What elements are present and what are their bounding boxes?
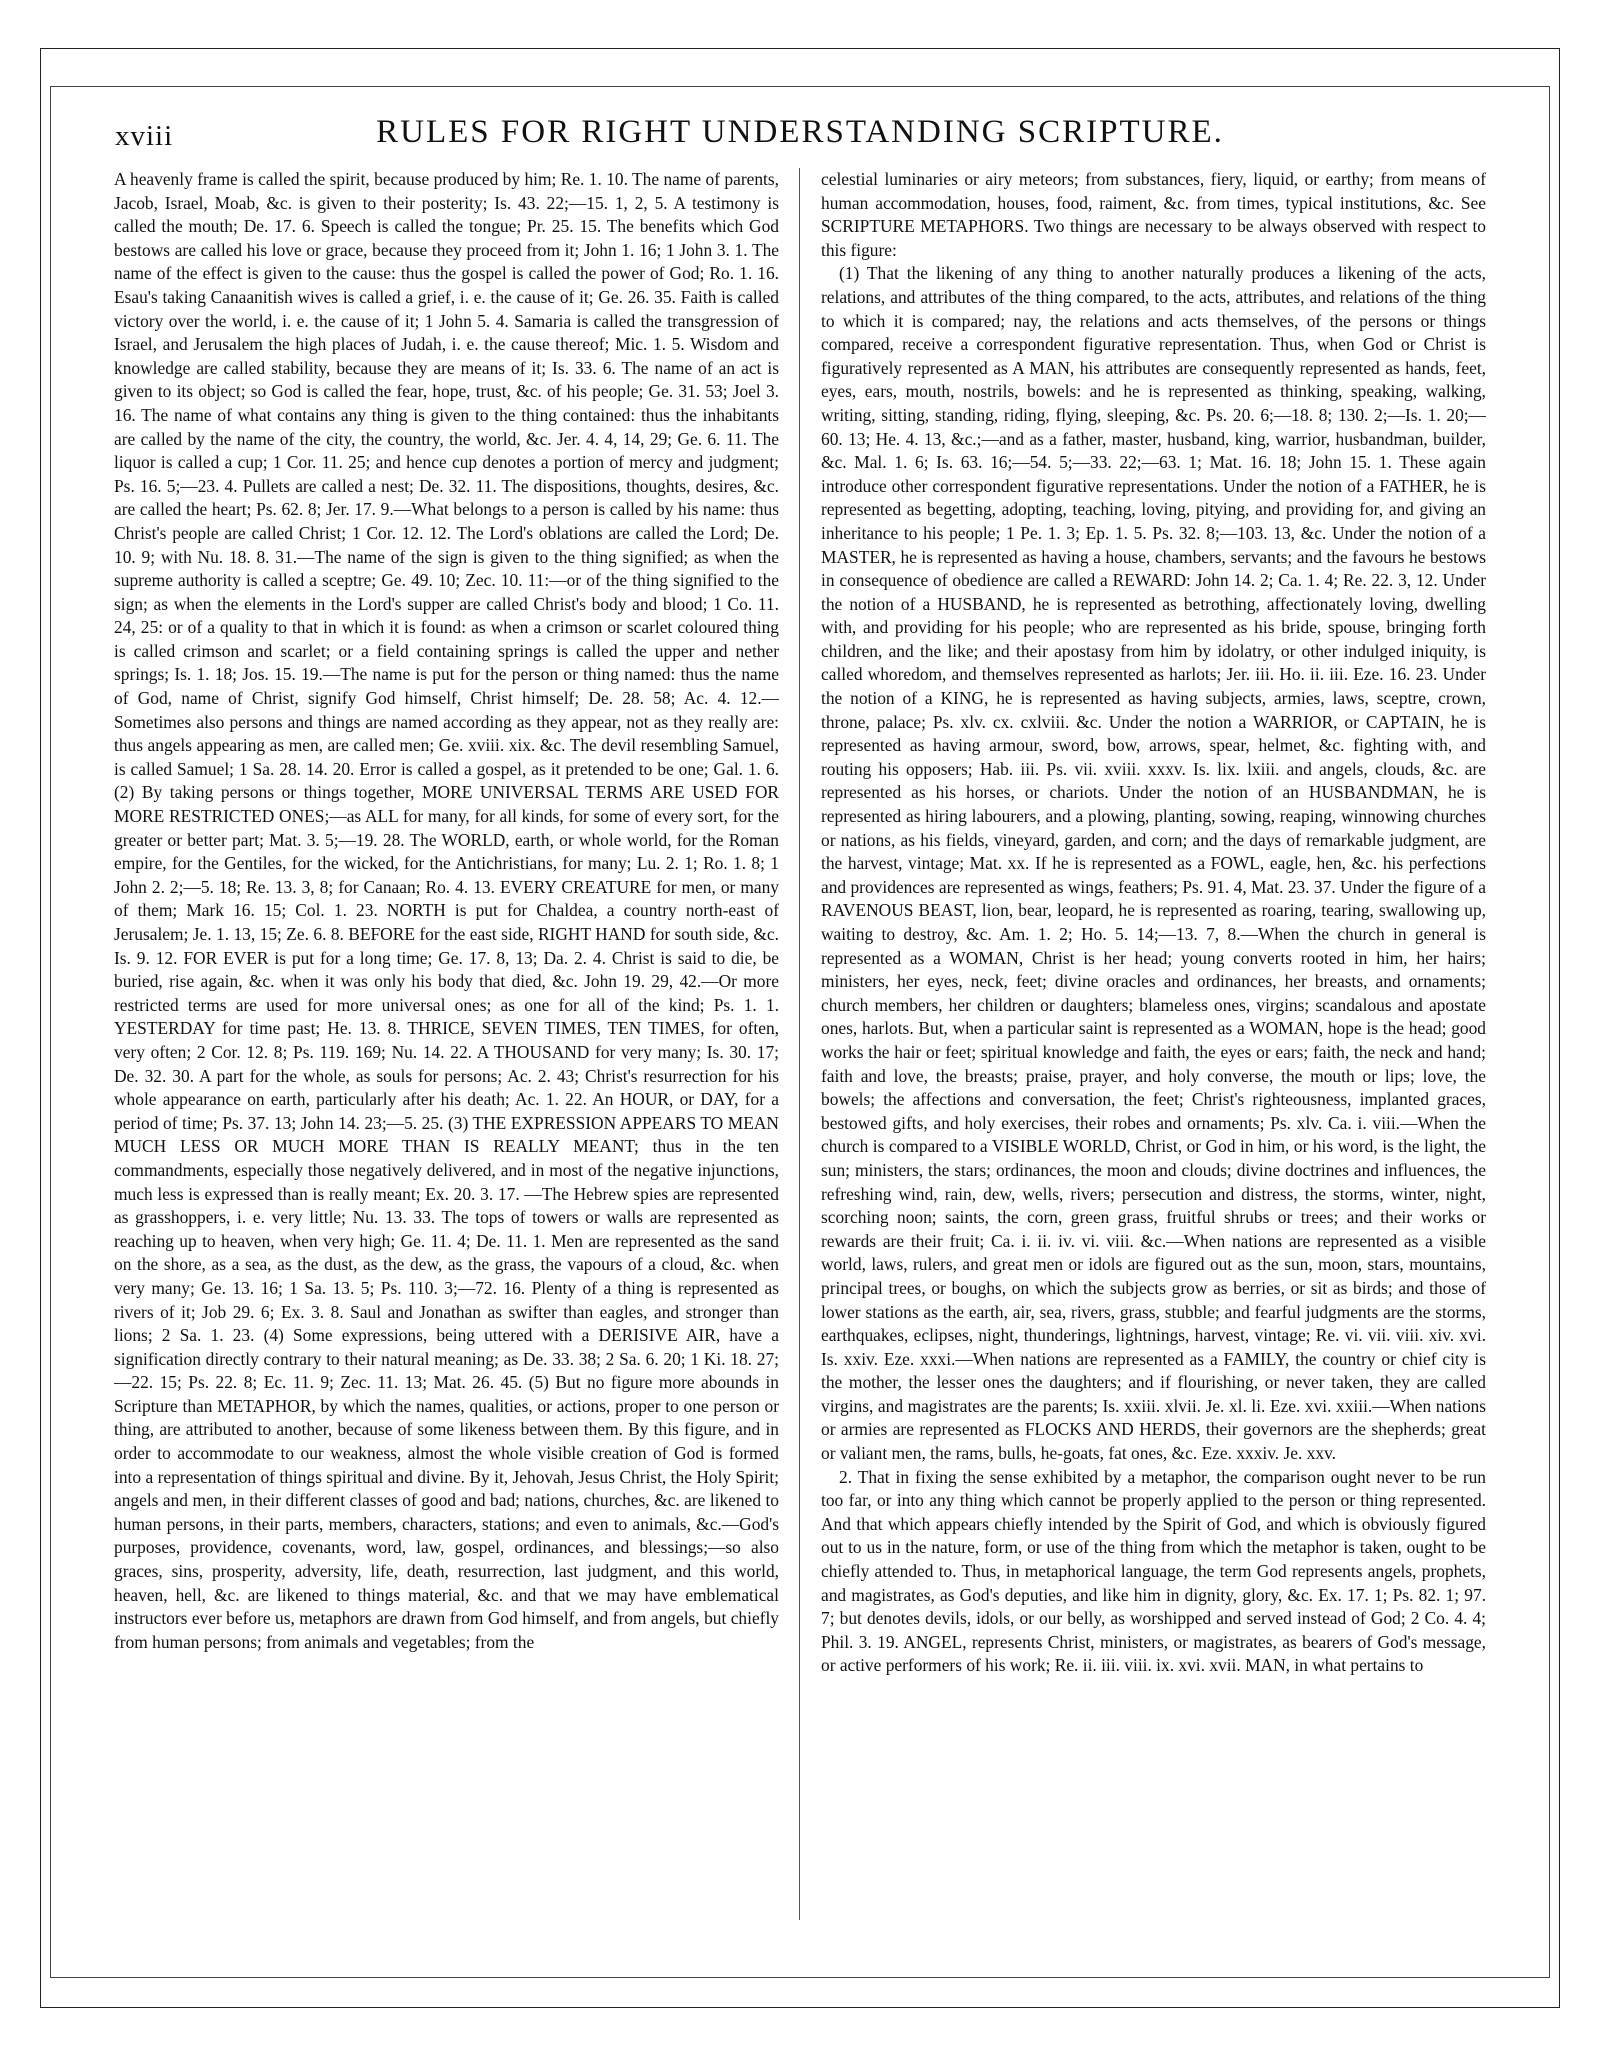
running-title: RULES FOR RIGHT UNDERSTANDING SCRIPTURE. xyxy=(376,114,1224,150)
paragraph: (1) That the likening of any thing to another naturally produces a likening of the acts, relations, and attributes of the thing compared, to the acts, attributes, and relations of the thing to which it is compared; nay, the relations and acts themselves, of the persons or things compared, receive a correspondent figurative representation. Thus, when God or Christ is figuratively represented as A MAN, his attributes are consequently represented as hands, feet, eyes, ears, mouth, nostrils, bowels: and he is represented as thinking, speaking, walking, writing, sitting, standing, riding, flying, sleeping, &c. Ps. 20. 6;—18. 8; 130. 2;—Is. 1. 20;—60. 13; He. 4. 13, &c.;—and as a father, master, husband, king, warrior, husbandman, builder, &c. Mal. 1. 6; Is. 63. 16;—54. 5;—33. 22;—63. 1; Mat. 16. 18; John 15. 1. These again introduce other correspondent figurative representations. Under the notion of a FATHER, he is represented as begetting, adopting, teaching, loving, pitying, and providing for, and giving an inheritance to his people; 1 Pe. 1. 3; Ep. 1. 5. Ps. 32. 8;—103. 13, &c. Under the notion of a MASTER, he is represented as having a house, chambers, servants; and the favours he bestows in consequence of obedience are called a REWARD: John 14. 2; Ca. 1. 4; Re. 22. 3, 12. Under the notion of a HUSBAND, he is represented as betrothing, affectionately loving, dwelling with, and providing for his people; who are represented as his bride, spouse, bringing forth children, and the like; and their apostasy from him by idolatry, or other indulged iniquity, is called whoredom, and themselves represented as harlots; Jer. iii. Ho. ii. iii. Eze. 16. 23. Under the notion of a KING, he is represented as having subjects, armies, laws, sceptre, crown, throne, palace; Ps. xlv. cx. cxlviii. &c. Under the notion a WARRIOR, or CAPTAIN, he is represented as having armour, sword, bow, arrows, spear, helmet, &c. fighting with, and routing his opposers; Hab. iii. Ps. vii. xviii. xxxv. Is. lix. lxiii. and angels, clouds, &c. are represented as his horses, or chariots. Under the notion of an HUSBANDMAN, he is represented as hiring labourers, and a plowing, planting, sowing, reaping, winnowing churches or nations, as his fields, vineyard, garden, and corn; and the days of remarkable judgment, are the harvest, vintage; Mat. xx. If he is represented as a FOWL, eagle, hen, &c. his perfections and providences are represented as wings, feathers; Ps. 91. 4, Mat. 23. 37. Under the figure of a RAVENOUS BEAST, lion, bear, leopard, he is represented as roaring, tearing, swallowing up, waiting to destroy, &c. Am. 1. 2; Ho. 5. 14;—13. 7, 8.—When the church in general is represented as a WOMAN, Christ is her head; young converts rooted in him, her hairs; ministers, her eyes, neck, feet; divine oracles and ordinances, her breasts, and ornaments; church members, her children or daughters; blameless ones, virgins; scandalous and apostate ones, harlots. But, when a particular saint is represented as a WOMAN, hope is the head; good works the hair or feet; spiritual knowledge and faith, the eyes or ears; faith, the neck and hand; faith and love, the breasts; praise, prayer, and holy converse, the mouth or lips; love, the bowels; the affections and conversation, the feet; Christ's righteousness, implanted graces, bestowed gifts, and holy exercises, their robes and ornaments; Ps. xlv. Ca. i. viii.—When the church is compared to a VISIBLE WORLD, Christ, or God in him, or his word, is the light, the sun; ministers, the stars; ordinances, the moon and clouds; divine doctrines and influences, the refreshing wind, rain, dew, wells, rivers; persecution and distress, the storms, winter, night, scorching noon; saints, the corn, green grass, fruitful shrubs or trees; and their works or rewards are their fruit; Ca. i. ii. iv. vi. viii. &c.—When nations are represented as a visible world, laws, rulers, and great men or idols are figured out as the sun, moon, stars, mountains, principal trees, or boughs, on which the subjects grow as berries, or sit as birds; and those of lower stations as the earth, air, sea, rivers, grass, stubble; and fearful judgments are the storms, earthquakes, eclipses, night, thunderings, lightnings, harvest, vintage; Re. vi. vii. viii. xiv. xvi. Is. xxiv. Eze. xxxi.—When nations are represented as a FAMILY, the country or chief city is the mother, the lesser ones the daughters; and if flourishing, or never taken, they are called virgins, and magistrates are the parents; Is. xxiii. xlvii. Je. xl. li. Eze. xvi. xxiii.—When nations or armies are represented as FLOCKS AND HERDS, their governors are the shepherds; great or valiant men, the rams, bulls, he-goats, fat ones, &c. Eze. xxxiv. Je. xxv. xyxy=(821,263,1486,1464)
paragraph: A heavenly frame is called the spirit, because produced by him; Re. 1. 10. The name of parents, Jacob, Israel, Moab, &c. is given to their posterity; Is. 43. 22;—15. 1, 2, 5. A testimony is called the mouth; De. 17. 6. Speech is called the tongue; Pr. 25. 15. The benefits which God bestows are called his love or grace, because they proceed from it; John 1. 16; 1 John 3. 1. The name of the effect is given to the cause: thus the gospel is called the power of God; Ro. 1. 16. Esau's taking Canaanitish wives is called a grief, i. e. the cause of it; Ge. 26. 35. Faith is called victory over the world, i. e. the cause of it; 1 John 5. 4. Samaria is called the transgression of Israel, and Jerusalem the high places of Judah, i. e. the cause thereof; Mic. 1. 5. Wisdom and knowledge are called stability, because they are means of it; Is. 33. 6. The name of an act is given to its object; so God is called the fear, hope, trust, &c. of his people; Ge. 31. 53; Joel 3. 16. The name of what contains any thing is given to the thing contained: thus the inhabitants are called by the name of the city, the country, the world, &c. Jer. 4. 4, 14, 29; Ge. 6. 11. The liquor is called a cup; 1 Cor. 11. 25; and hence cup denotes a portion of mercy and judgment; Ps. 16. 5;—23. 4. Pullets are called a nest; De. 32. 11. The dispositions, thoughts, desires, &c. are called the heart; Ps. 62. 8; Jer. 17. 9.—What belongs to a person is called by his name: thus Christ's people are called Christ; 1 Cor. 12. 12. The Lord's oblations are called the Lord; De. 10. 9; with Nu. 18. 8. 31.—The name of the sign is given to the thing signified; as when the supreme authority is called a sceptre; Ge. 49. 10; Zec. 10. 11:—or of the thing signified to the sign; as when the elements in the Lord's supper are called Christ's body and blood; 1 Co. 11. 24, 25: or of a quality to that in which it is found: as when a crimson or scarlet coloured thing is called crimson and scarlet; or a field containing springs is called the upper and nether springs; Is. 1. 18; Jos. 15. 19.—The name is put for the person or thing named: thus the name of God, name of Christ, signify God himself, Christ himself; De. 28. 58; Ac. 4. 12.—Sometimes also persons and things are named according as they appear, not as they really are: thus angels appearing as men, are called men; Ge. xviii. xix. &c. The devil resembling Samuel, is called Samuel; 1 Sa. 28. 14. 20. Error is called a gospel, as it pretended to be one; Gal. 1. 6. (2) By taking persons or things together, MORE UNIVERSAL TERMS ARE USED FOR MORE RESTRICTED ONES;—as ALL for many, for all kinds, for some of every sort, for the greater or better part; Mat. 3. 5;—19. 28. The WORLD, earth, or whole world, for the Roman empire, for the Gentiles, for the wicked, for the Antichristians, for many; Lu. 2. 1; Ro. 1. 8; 1 John 2. 2;—5. 18; Re. 13. 3, 8; for Canaan; Ro. 4. 13. EVERY CREATURE for men, or many of them; Mark 16. 15; Col. 1. 23. NORTH is put for Chaldea, a country north-east of Jerusalem; Je. 1. 13, 15; Ze. 6. 8. BEFORE for the east side, RIGHT HAND for south side, &c. Is. 9. 12. FOR EVER is put for a long time; Ge. 17. 8, 13; Da. 2. 4. Christ is said to die, be buried, rise again, &c. when it was only his body that died, &c. John 19. 29, 42.—Or more restricted terms are used for more universal ones; as one for all of the kind; Ps. 1. 1. YESTERDAY for time past; He. 13. 8. THRICE, SEVEN TIMES, TEN TIMES, for often, very often; 2 Cor. 12. 8; Ps. 119. 169; Nu. 14. 22. A THOUSAND for very many; Is. 30. 17; De. 32. 30. A part for the whole, as souls for persons; Ac. 2. 43; Christ's resurrection for his whole appearance on earth, particularly after his death; Ac. 1. 22. An HOUR, or DAY, for a period of time; Ps. 37. 13; John 14. 23;—5. 25. (3) THE EXPRESSION APPEARS TO MEAN MUCH LESS OR MUCH MORE THAN IS REALLY MEANT; thus in the ten commandments, especially those negatively delivered, and in most of the negative injunctions, much less is expressed than is really meant; Ex. 20. 3. 17. —The Hebrew spies are represented as grasshoppers, i. e. very little; Nu. 13. 33. The tops of towers or walls are represented as reaching up to heaven, when very high; Ge. 11. 4; De. 11. 1. Men are represented as the sand on the shore, as a sea, as the dust, as the dew, as the grass, the vapours of a cloud, &c. when very many; Ge. 13. 16; 1 Sa. 13. 5; Ps. 110. 3;—72. 16. Plenty of a thing is represented as rivers of it; Job 29. 6; Ex. 3. 8. Saul and Jonathan as swifter than eagles, and stronger than lions; 2 Sa. 1. 23. (4) Some expressions, being uttered with a DERISIVE AIR, have a signification directly contrary to their natural meaning; as De. 33. 38; 2 Sa. 6. 20; 1 Ki. 18. 27;—22. 15; Ps. 22. 8; Ec. 11. 9; Zec. 11. 13; Mat. 26. 45. (5) But no figure more abounds in Scripture than METAPHOR, by which the names, qualities, or actions, proper to one person or thing, are attributed to another, because of some likeness between them. By this figure, and in order to accommodate to our weakness, almost the whole visible creation of God is formed into a representation of things spiritual and divine. By it, Jehovah, Jesus Christ, the Holy Spirit; angels and men, in their different classes of good and bad; nations, churches, &c. are likened to human persons, in their parts, members, characters, stations; and even to animals, &c.—God's purposes, providence, covenants, word, law, gospel, ordinances, and blessings;—so also graces, sins, prosperity, adversity, life, death, resurrection, last judgment, and this world, heaven, hell, &c. are likened to things material, &c. and that we may have emblematical instructors ever before us, metaphors are drawn from God himself, and from angels, but chiefly from human persons; from animals and vegetables; from the xyxy=(114,169,779,1652)
right-column xyxy=(821,168,1486,1930)
column-divider xyxy=(799,168,800,1920)
left-column xyxy=(114,168,779,1930)
paragraph: 2. That in fixing the sense exhibited by a metaphor, the comparison ought never to be run too far, or into any thing which cannot be properly applied to the person or thing represented. And that which appears chiefly intended by the Spirit of God, and which is obviously figured out to us in the nature, form, or use of the thing from which the metaphor is taken, ought to be chiefly attended to. Thus, in metaphorical language, the term God represents angels, prophets, and magistrates, as God's deputies, and like him in dignity, glory, &c. Ex. 17. 1; Ps. 82. 1; 97. 7; but denotes devils, idols, or our belly, as worshipped and served instead of God; 2 Co. 4. 4; Phil. 3. 19. ANGEL, represents Christ, ministers, or magistrates, as bearers of God's message, or active performers of his work; Re. ii. iii. viii. ix. xvi. xvii. MAN, in what pertains to xyxy=(821,1466,1486,1676)
paragraph: celestial luminaries or airy meteors; from substances, fiery, liquid, or earthy; from means of human accommodation, houses, food, raiment, &c. from times, typical institutions, &c. See SCRIPTURE METAPHORS. Two things are necessary to be always observed with respect to this figure: xyxy=(821,169,1486,260)
page-number: xviii xyxy=(115,120,174,152)
text-columns xyxy=(114,168,1486,1930)
page-header xyxy=(115,114,1485,160)
